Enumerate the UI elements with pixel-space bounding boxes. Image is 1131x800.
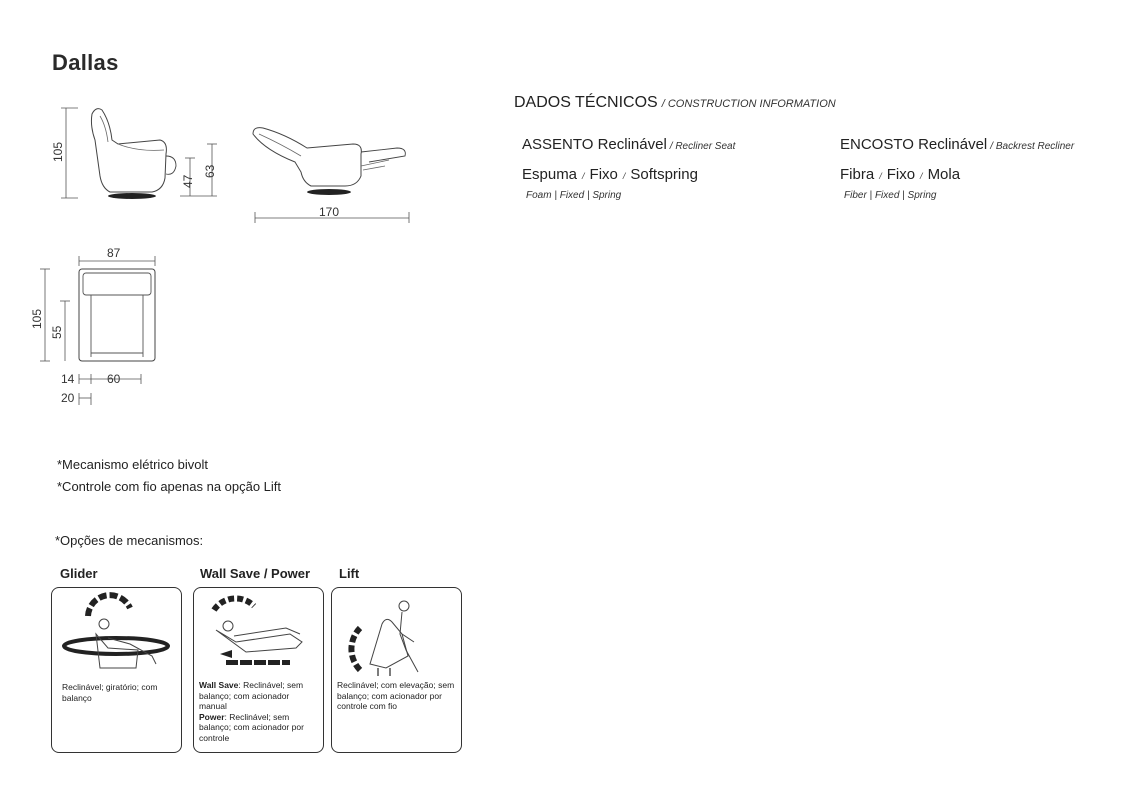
encosto-material-1: Fibra xyxy=(840,166,875,183)
glider-text: Reclinável; giratório; com balanço xyxy=(62,682,158,703)
dim-arm-height: 63 xyxy=(203,164,217,178)
encosto-material-3: Mola xyxy=(927,166,961,183)
glider-icon xyxy=(60,594,174,676)
top-view-drawing xyxy=(25,245,165,410)
lift-card xyxy=(331,587,462,753)
page-title: Dallas xyxy=(52,50,119,75)
encosto-heading xyxy=(840,136,1074,153)
power-label: Power xyxy=(199,711,225,722)
note-mecanismo: *Mecanismo elétrico bivolt xyxy=(57,457,209,472)
dim-arm-width: 14 xyxy=(61,372,75,386)
assento-heading xyxy=(522,136,735,153)
lift-icon xyxy=(342,594,454,676)
assento-material-1: Espuma xyxy=(522,166,578,183)
glider-card xyxy=(51,587,182,753)
encosto-materials-en: Fiber | Fixed | Spring xyxy=(844,190,937,201)
assento-subtitle: / Recliner Seat xyxy=(669,141,736,152)
assento-materials-en: Foam | Fixed | Spring xyxy=(526,190,622,201)
dados-title: DADOS TÉCNICOS xyxy=(514,94,658,111)
wallsave-icon xyxy=(206,594,318,676)
side-view-drawing xyxy=(40,100,230,210)
dim-top-width: 87 xyxy=(107,246,121,260)
dim-seat-height: 47 xyxy=(181,174,195,188)
assento-material-3: Softspring xyxy=(630,166,698,183)
lift-text: Reclinável; com elevação; sem balanço; com acionador por controle com fio xyxy=(337,680,455,711)
dim-seat-width: 60 xyxy=(107,372,121,386)
power-desc: : Reclinável; sem balanço; com acionador por controle xyxy=(199,711,304,743)
encosto-material-2: Fixo xyxy=(886,166,916,183)
encosto-sep-1: / xyxy=(879,171,882,181)
wallsave-label: Wall Save xyxy=(199,680,239,690)
assento-title: ASSENTO Reclinável xyxy=(522,136,667,153)
wallsave-card xyxy=(193,587,324,753)
encosto-subtitle: / Backrest Recliner xyxy=(990,141,1075,152)
wallsave-title: Wall Save / Power xyxy=(200,566,311,581)
dim-reclined-length: 170 xyxy=(319,205,340,219)
encosto-title: ENCOSTO Reclinável xyxy=(840,136,988,153)
assento-sep-1: / xyxy=(582,171,585,181)
lift-title: Lift xyxy=(339,566,360,581)
dim-side-height: 105 xyxy=(51,141,65,162)
note-controle: *Controle com fio apenas na opção Lift xyxy=(57,479,282,494)
dim-seat-depth: 55 xyxy=(50,325,64,339)
dim-gap: 20 xyxy=(61,391,75,405)
assento-sep-2: / xyxy=(622,171,626,181)
dim-top-depth: 105 xyxy=(30,308,44,329)
glider-title: Glider xyxy=(60,566,98,581)
encosto-materials xyxy=(840,166,960,183)
encosto-sep-2: / xyxy=(920,171,923,181)
assento-materials xyxy=(522,166,698,183)
note-opcoes: *Opções de mecanismos: xyxy=(55,533,204,548)
wallsave-desc: : Reclinável; sem balanço; com acionador manual xyxy=(199,680,304,711)
reclined-view-drawing xyxy=(245,120,420,225)
dados-tecnicos-heading xyxy=(514,94,836,112)
dados-subtitle: / CONSTRUCTION INFORMATION xyxy=(661,98,836,110)
assento-material-2: Fixo xyxy=(589,166,618,183)
wallsave-text xyxy=(199,680,319,743)
